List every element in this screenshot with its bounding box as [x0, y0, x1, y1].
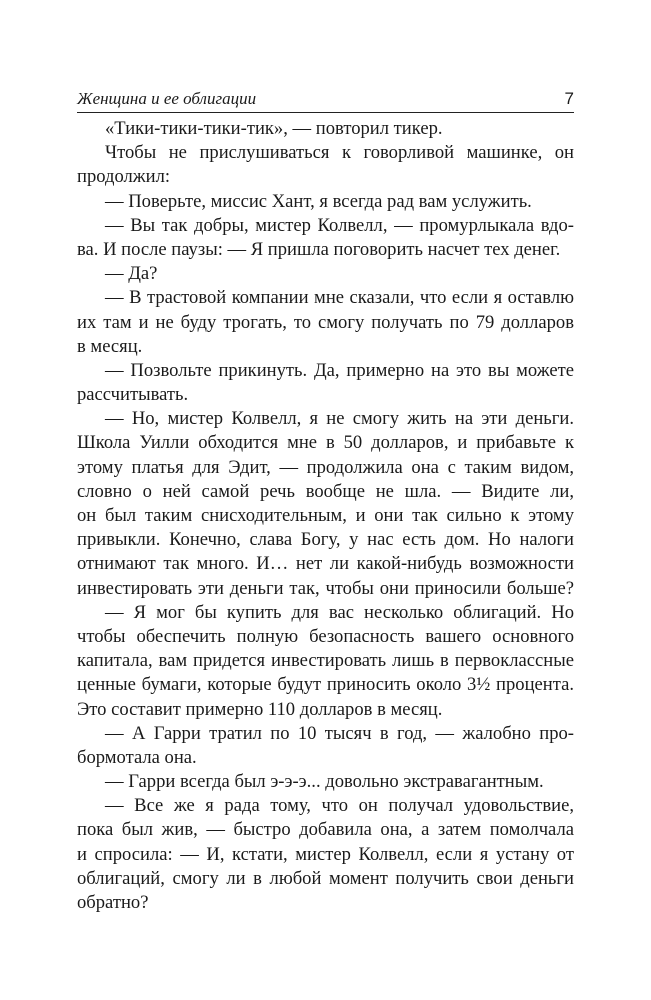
text-line: он был таким снисходительным, и они так сильно к этому	[77, 505, 574, 526]
text-line: продолжил:	[77, 166, 171, 188]
text-line: Чтобы не прислушиваться к говорливой машинке, он	[105, 142, 574, 164]
running-title: Женщина и ее облигации	[77, 89, 257, 108]
body-text	[77, 117, 574, 915]
text-line: — Все же я рада тому, что он получал удовольствие,	[105, 795, 574, 817]
text-line: — Поверьте, миссис Хант, я всегда рад вам услужить.	[105, 190, 532, 212]
text-line: привыкли. Конечно, слава Богу, у нас есть дом. Но налоги	[77, 529, 574, 551]
text-line: ценные бумаги, которые будут приносить около 3½ процента.	[77, 674, 574, 696]
text-line: инвестировать эти деньги так, чтобы они приносили больше?	[77, 577, 574, 599]
header-rule	[77, 112, 574, 113]
text-line: словно о ней самой речь вообще не шла. — Видите ли,	[77, 480, 574, 502]
text-line: отнимают так много. И… нет ли какой-нибудь возможности	[77, 553, 574, 575]
text-line: ва. И после паузы: — Я пришла поговорить насчет тех денег.	[77, 238, 561, 260]
text-line: — Гарри всегда был э-э-э... довольно экстравагантным.	[105, 771, 544, 793]
text-line: капитала, вам придется инвестировать лишь в первоклассные	[77, 650, 574, 672]
text-line: облигаций, смогу ли в любой момент получить свои деньги	[77, 867, 574, 889]
text-line: — Да?	[105, 263, 158, 285]
text-line: — В трастовой компании мне сказали, что если я оставлю	[105, 287, 574, 309]
text-line: — Позвольте прикинуть. Да, примерно на это вы можете	[105, 359, 574, 381]
text-line: и спросила: — И, кстати, мистер Колвелл, если я устану от	[77, 843, 574, 865]
text-line: в месяц.	[77, 335, 143, 357]
text-line: обратно?	[77, 892, 149, 913]
text-line: пока был жив, — быстро добавила она, а затем помолчала	[77, 819, 574, 841]
text-line: их там и не буду трогать, то смогу получать по 79 долларов	[77, 311, 574, 333]
text-line: — Вы так добры, мистер Колвелл, — промурлыкала вдо-	[105, 214, 574, 236]
text-line: Школа Уилли обходится мне в 50 долларов, и прибавьте к	[77, 432, 574, 454]
page-number: 7	[564, 89, 574, 108]
text-line: рассчитывать.	[77, 384, 189, 406]
text-line: чтобы обеспечить полную безопасность вашего основного	[77, 625, 574, 647]
text-line: — Я мог бы купить для вас несколько облигаций. Но	[105, 601, 574, 623]
text-line: — Но, мистер Колвелл, я не смогу жить на эти деньги.	[105, 408, 574, 430]
text-line: — А Гарри тратил по 10 тысяч в год, — жалобно про-	[105, 722, 574, 744]
text-line: «Тики-тики-тики-тик», — повторил тикер.	[105, 118, 443, 139]
text-line: этому платья для Эдит, — продолжила она с таким видом,	[77, 456, 574, 478]
text-line: Это составит примерно 110 долларов в месяц.	[77, 698, 443, 720]
running-head	[77, 86, 574, 112]
text-line: бормотала она.	[77, 746, 197, 768]
